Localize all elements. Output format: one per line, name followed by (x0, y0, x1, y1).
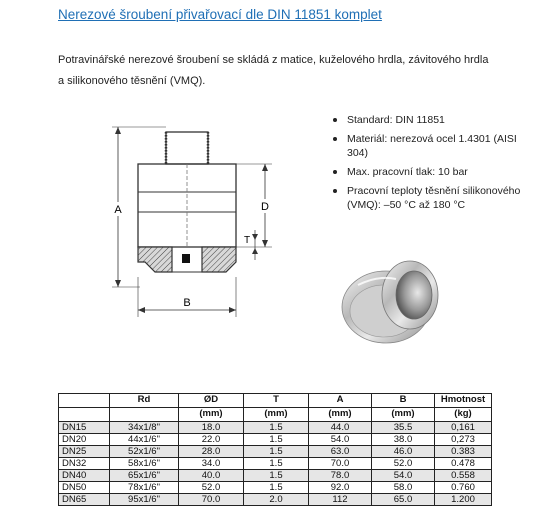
dimensions-table (58, 393, 492, 506)
table-header-cell: A (309, 394, 372, 408)
table-cell: DN32 (59, 458, 110, 470)
table-cell: DN15 (59, 422, 110, 434)
dimension-b (138, 277, 236, 317)
table-header-cell: ØD (179, 394, 244, 408)
table-cell: DN40 (59, 470, 110, 482)
table-cell: 1.5 (244, 482, 309, 494)
table-cell: 78.0 (309, 470, 372, 482)
table-cell: 22.0 (179, 434, 244, 446)
table-header-cell (59, 408, 110, 422)
intro-paragraph (58, 50, 518, 92)
table-cell: DN50 (59, 482, 110, 494)
table-cell: 70.0 (179, 494, 244, 506)
spec-item: Pracovní teploty těsnění silikonového (VMQ): –50 °C až 180 °C (333, 184, 538, 212)
table-cell: 52.0 (179, 482, 244, 494)
table-cell: 70.0 (309, 458, 372, 470)
table-row (59, 458, 492, 470)
dimension-t (244, 230, 258, 260)
table-cell: 1.5 (244, 422, 309, 434)
table-row (59, 446, 492, 458)
table-cell: 65.0 (372, 494, 435, 506)
nut-section (138, 247, 236, 272)
table-cell: 78x1/6" (110, 482, 179, 494)
table-cell: 1.5 (244, 470, 309, 482)
spec-item: Max. pracovní tlak: 10 bar (333, 165, 538, 179)
table-header-cell: Rd (110, 394, 179, 408)
table-header-cell: T (244, 394, 309, 408)
dimension-b-label: B (183, 297, 191, 309)
table-cell: 0.383 (435, 446, 492, 458)
table-cell: 1.5 (244, 434, 309, 446)
upper-neck-shape (166, 132, 208, 164)
table-cell: 18.0 (179, 422, 244, 434)
table-header-cell: (mm) (244, 408, 309, 422)
table-cell: 112 (309, 494, 372, 506)
dimension-a-label: A (114, 204, 122, 216)
table-header-cell: Hmotnost (435, 394, 492, 408)
table-cell: 0,273 (435, 434, 492, 446)
table-header-cell: (kg) (435, 408, 492, 422)
table-cell: 52.0 (372, 458, 435, 470)
table-cell: 63.0 (309, 446, 372, 458)
table-header-cell: (mm) (372, 408, 435, 422)
table-cell: 40.0 (179, 470, 244, 482)
table-cell: 92.0 (309, 482, 372, 494)
table-row (59, 434, 492, 446)
table-header-row (59, 408, 492, 422)
dimension-t-label: T (243, 235, 251, 246)
intro-line-1: Potravinářské nerezové šroubení se skládá z matice, kuželového hrdla, závitového hrdla (58, 54, 489, 66)
table-cell: 1.200 (435, 494, 492, 506)
table-header-cell (59, 394, 110, 408)
table-row (59, 494, 492, 506)
table-cell: DN25 (59, 446, 110, 458)
intro-line-2: a silikonového těsnění (VMQ). (58, 75, 206, 87)
table-cell: 44x1/6" (110, 434, 179, 446)
table-cell: DN65 (59, 494, 110, 506)
spec-item: Materiál: nerezová ocel 1.4301 (AISI 304) (333, 132, 538, 160)
table-row (59, 470, 492, 482)
spec-list (333, 113, 538, 217)
table-header-cell: (mm) (179, 408, 244, 422)
table-cell: 35.5 (372, 422, 435, 434)
table-cell: 34x1/8" (110, 422, 179, 434)
product-photo (338, 245, 448, 355)
table-cell: 1.5 (244, 446, 309, 458)
table-cell: 58.0 (372, 482, 435, 494)
table-row (59, 422, 492, 434)
table-cell: 46.0 (372, 446, 435, 458)
table-cell: 58x1/6" (110, 458, 179, 470)
technical-drawing (100, 112, 280, 322)
table-cell: 54.0 (372, 470, 435, 482)
table-header-cell: (mm) (309, 408, 372, 422)
spec-item: Standard: DIN 11851 (333, 113, 538, 127)
dimension-d-label: D (261, 201, 269, 213)
table-cell: 52x1/6" (110, 446, 179, 458)
table-cell: 44.0 (309, 422, 372, 434)
table-cell: 38.0 (372, 434, 435, 446)
table-cell: 0.558 (435, 470, 492, 482)
table-cell: 0,161 (435, 422, 492, 434)
table-cell: 54.0 (309, 434, 372, 446)
table-row (59, 482, 492, 494)
table-cell: DN20 (59, 434, 110, 446)
table-cell: 1.5 (244, 458, 309, 470)
table-cell: 34.0 (179, 458, 244, 470)
table-cell: 65x1/6" (110, 470, 179, 482)
table-cell: 0.478 (435, 458, 492, 470)
page-title[interactable]: Nerezové šroubení přivařovací dle DIN 11851 komplet (58, 7, 382, 22)
table-header-cell (110, 408, 179, 422)
table-cell: 0.760 (435, 482, 492, 494)
table-header-row (59, 394, 492, 408)
table-header-cell: B (372, 394, 435, 408)
table-cell: 28.0 (179, 446, 244, 458)
table-cell: 95x1/6" (110, 494, 179, 506)
table-cell: 2.0 (244, 494, 309, 506)
body-shape (138, 164, 236, 247)
